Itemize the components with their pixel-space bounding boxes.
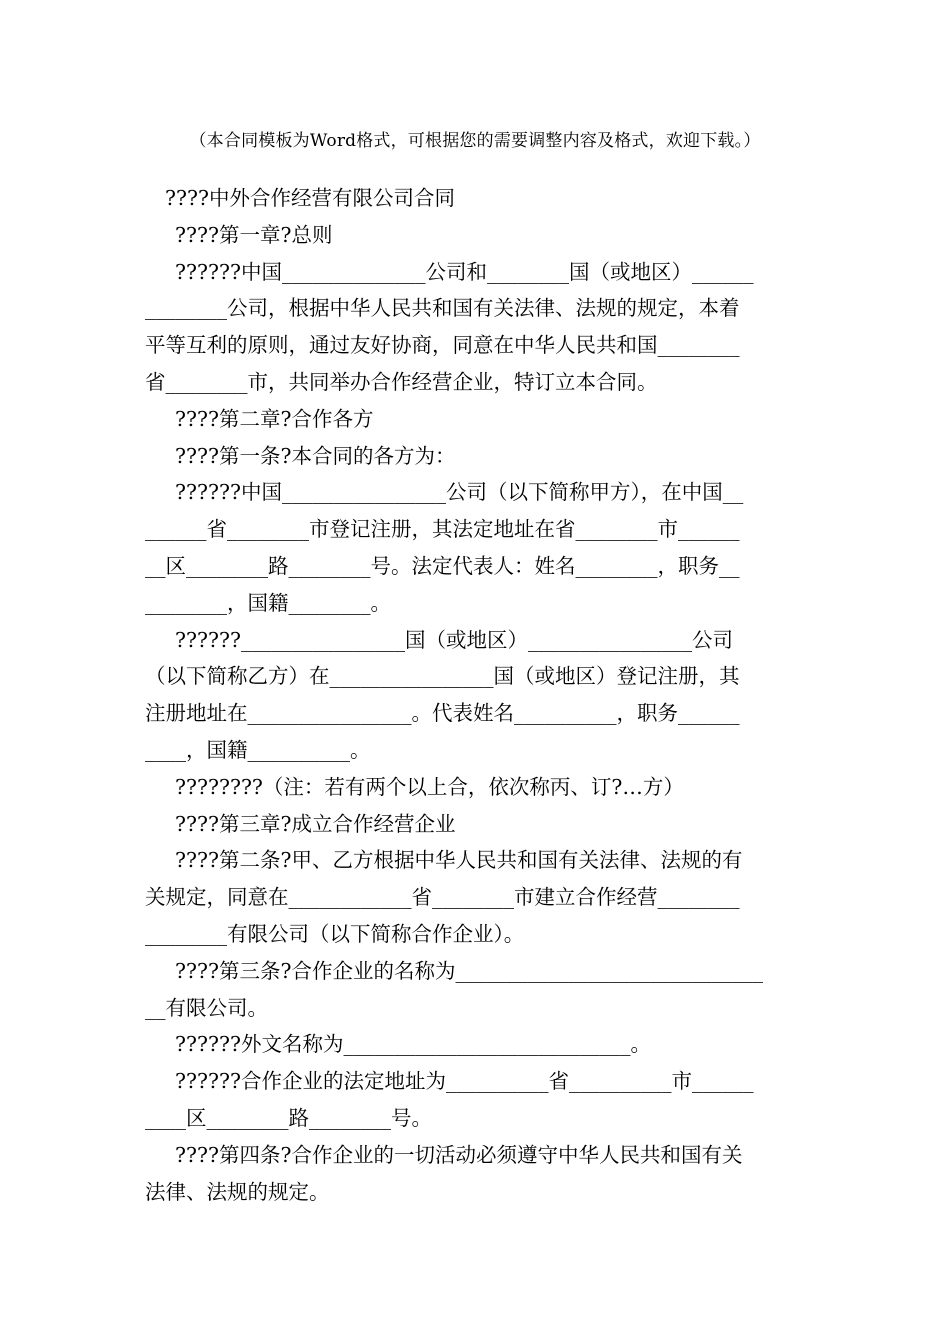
contract-title: ????中外合作经营有限公司合同 [165,186,455,210]
paragraph-line: ____区________路________号。 [145,1105,432,1130]
paragraph-line: __有限公司。 [145,995,268,1020]
paragraph-line: ??????中国________________公司（以下简称甲方），在中国__ [175,480,744,505]
paragraph-line: ________有限公司（以下简称合作企业）。 [145,921,525,946]
template-note: （本合同模板为Word格式，可根据您的需要调整内容及格式，欢迎下载。） [189,131,761,151]
article-line: ????第一条?本合同的各方为： [175,443,456,468]
article-line: ????第四条?合作企业的一切活动必须遵守中华人民共和国有关 [175,1142,743,1167]
contract-body [145,180,805,1210]
chapter-heading: ????第三章?成立合作经营企业 [175,811,456,836]
paragraph-line: 省________市，共同举办合作经营企业，特订立本合同。 [145,369,658,394]
chapter-heading: ????第一章?总则 [175,222,333,247]
paragraph-line: __区________路________号。法定代表人：姓名________，职务__ [145,553,740,578]
paragraph-line: 平等互利的原则，通过友好协商，同意在中华人民共和国________ [145,333,740,358]
paragraph-line: 法律、法规的规定。 [145,1179,330,1204]
article-line: ????第三条?合作企业的名称为______________________________ [175,958,763,983]
chapter-heading: ????第二章?合作各方 [175,406,374,431]
paragraph-line: ________，国籍________。 [145,590,391,615]
paragraph-line: ??????________________国（或地区）________________公司 [175,627,733,652]
paragraph-line: ??????合作企业的法定地址为__________省__________市______ [175,1069,754,1094]
paragraph-line: 关规定，同意在____________省________市建立合作经营________ [145,885,740,910]
note-line: ????????（注：若有两个以上合，依次称丙、订?…方） [175,774,684,799]
paragraph-line: ??????中国______________公司和________国（或地区）______ [175,259,754,284]
paragraph-line: ______省________市登记注册，其法定地址在省________市______ [145,517,740,542]
paragraph-line: ??????外文名称为____________________________。 [175,1032,651,1057]
article-line: ????第二条?甲、乙方根据中华人民共和国有关法律、法规的有 [175,848,743,873]
paragraph-line: ________公司，根据中华人民共和国有关法律、法规的规定，本着 [145,296,740,321]
paragraph-line: （以下简称乙方）在________________国（或地区）登记注册，其 [145,664,740,689]
paragraph-line: 注册地址在________________。代表姓名__________，职务______ [145,701,740,726]
paragraph-line: ____，国籍__________。 [145,737,371,762]
